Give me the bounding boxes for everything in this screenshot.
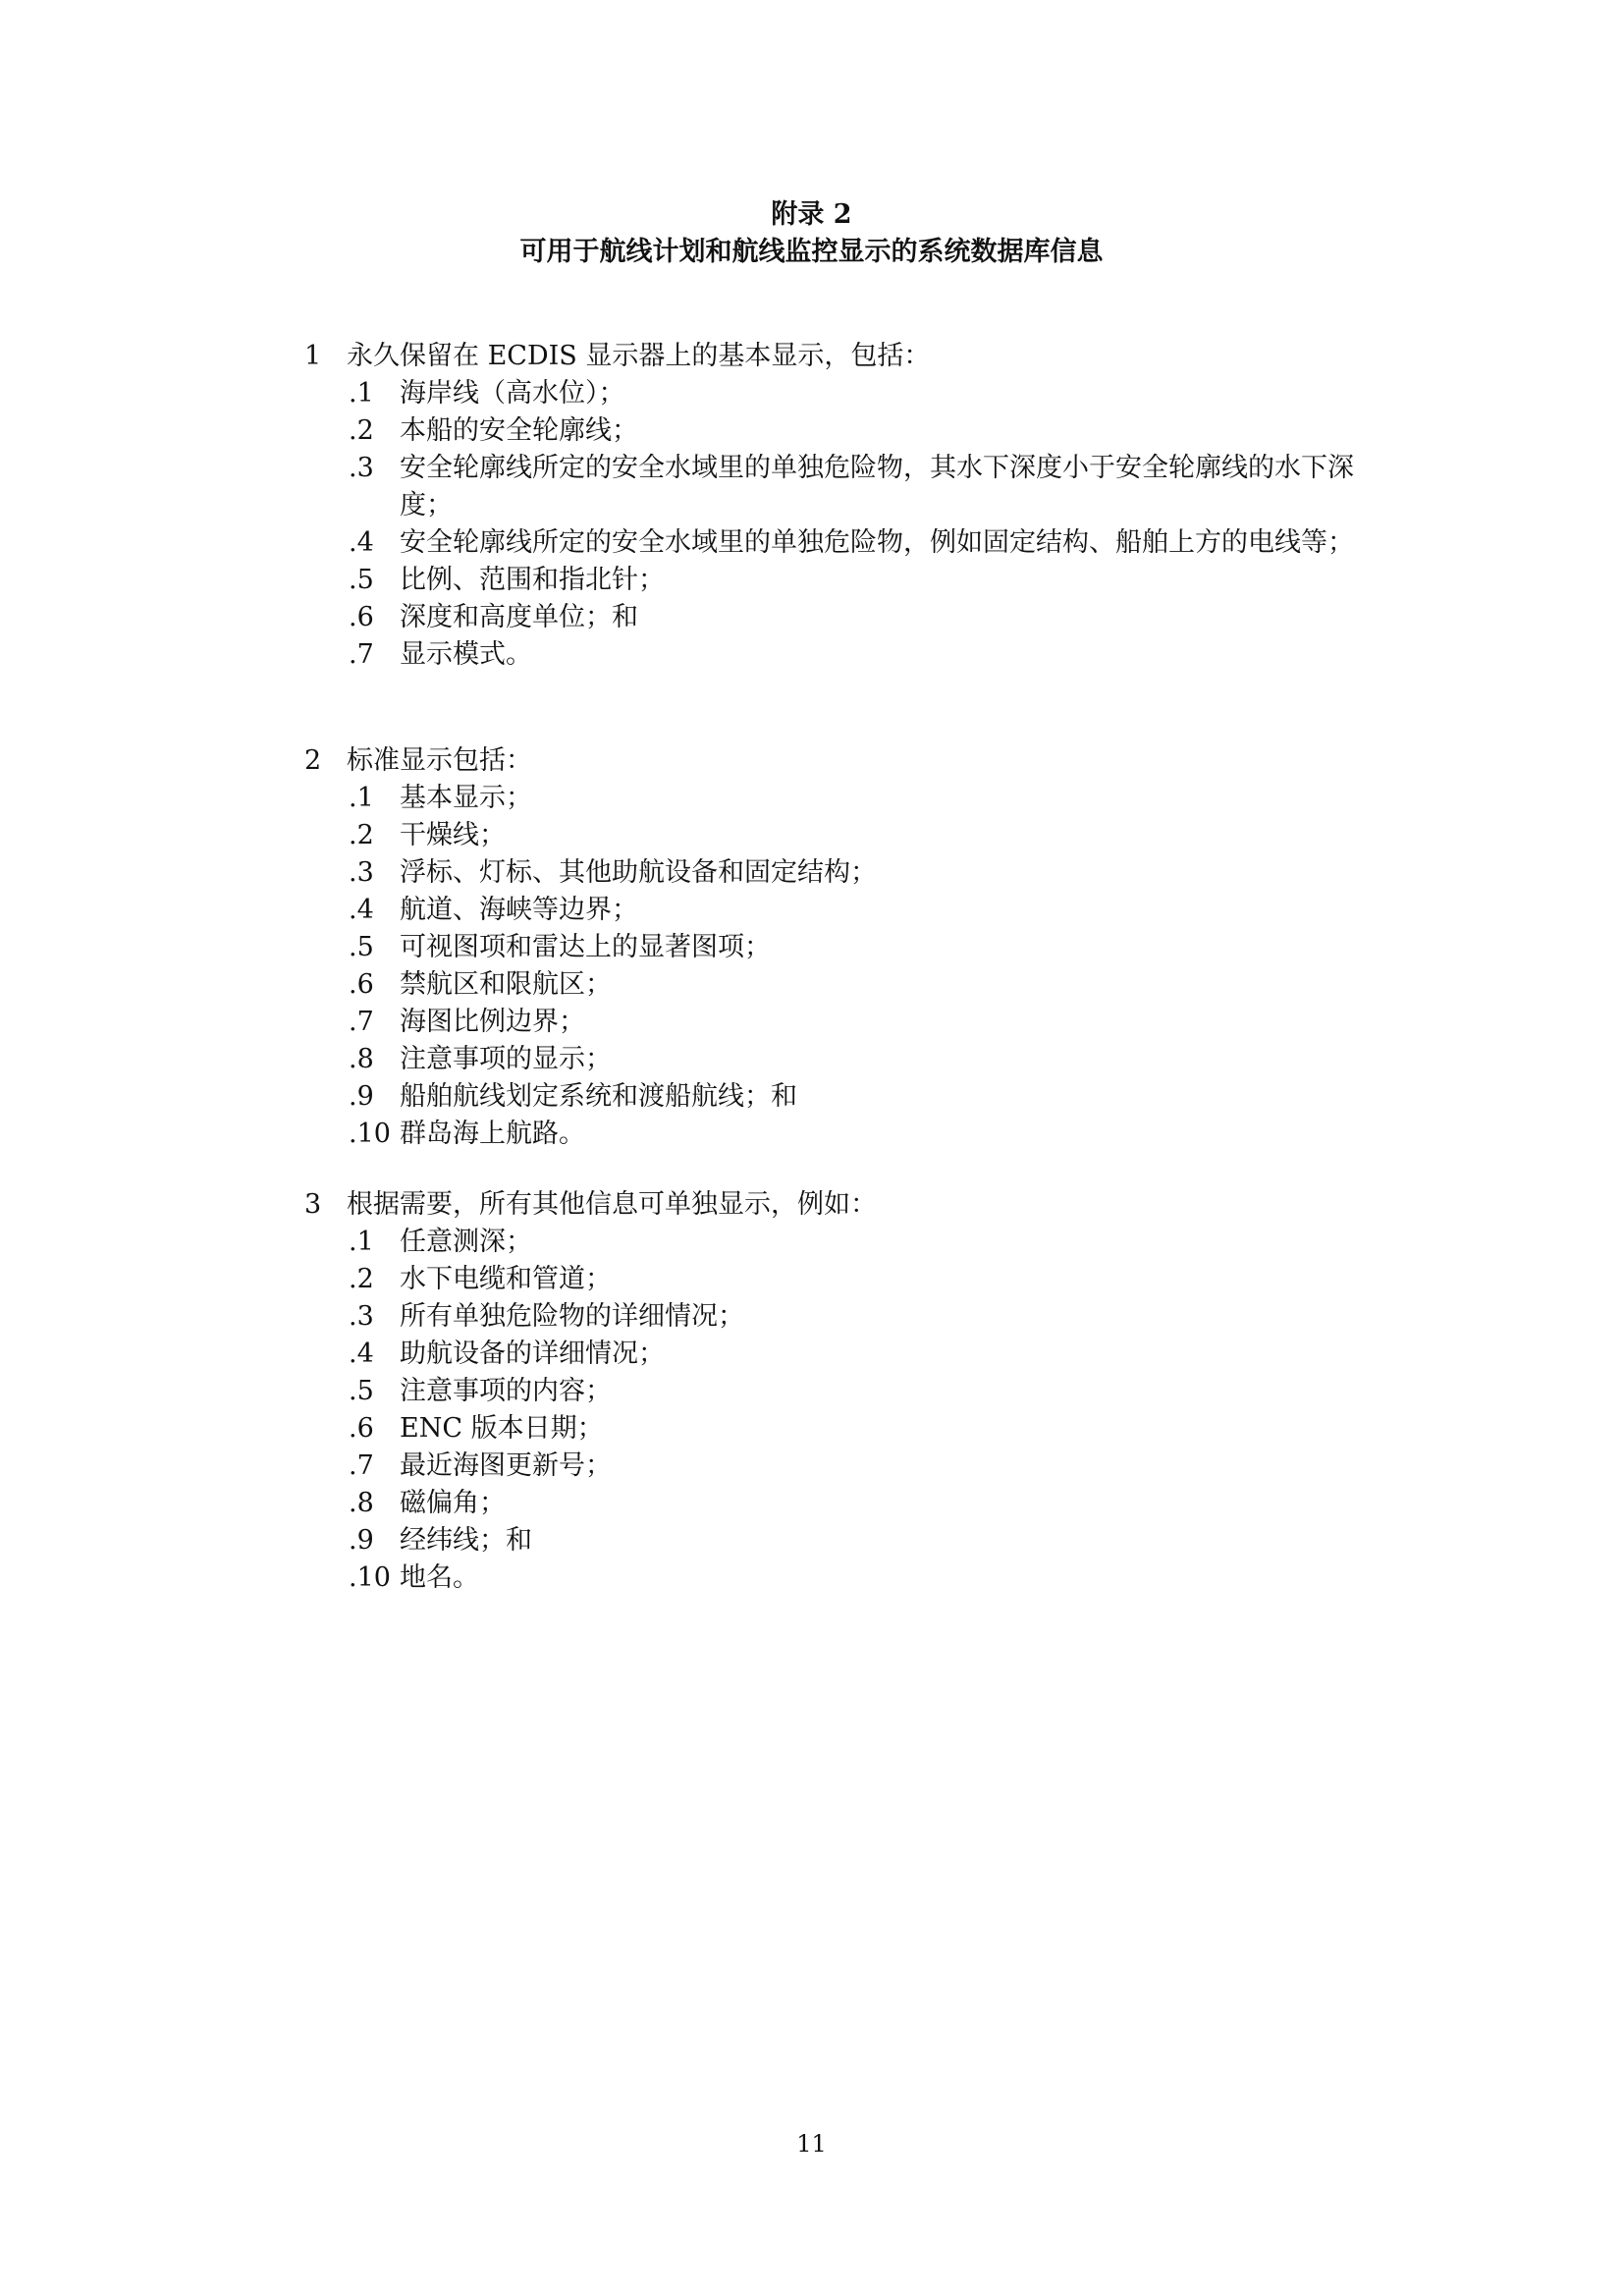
item-number: .3 <box>349 453 374 483</box>
item-number: .10 <box>349 1562 391 1593</box>
item-text: 水下电缆和管道； <box>400 1264 612 1294</box>
item-number: .8 <box>349 1044 374 1074</box>
item-number: .4 <box>349 895 374 925</box>
list-item <box>304 1559 1384 1597</box>
item-number: .8 <box>349 1488 374 1518</box>
item-text: 所有单独危险物的详细情况； <box>400 1301 744 1332</box>
list-item <box>304 1041 1384 1078</box>
list-item <box>304 1261 1384 1298</box>
page-title: 可用于航线计划和航线监控显示的系统数据库信息 <box>519 237 1104 267</box>
item-number: .1 <box>349 378 374 409</box>
item-text: 比例、范围和指北针； <box>400 565 665 595</box>
page-number: 11 <box>796 2130 827 2158</box>
appendix-heading: 附录 2 <box>771 199 852 230</box>
item-text: 显示模式。 <box>400 639 532 670</box>
section-text: 标准显示包括： <box>347 745 532 776</box>
section-text: 根据需要，所有其他信息可单独显示，例如： <box>347 1189 877 1220</box>
item-text: 干燥线； <box>400 820 506 850</box>
item-number: .6 <box>349 602 374 632</box>
item-text: 地名。 <box>400 1562 479 1593</box>
item-text: 本船的安全轮廓线； <box>400 415 638 446</box>
list-item <box>304 1078 1384 1116</box>
section-text: 永久保留在 ECDIS 显示器上的基本显示，包括： <box>347 341 931 371</box>
list-item <box>304 966 1384 1004</box>
list-item <box>304 1298 1384 1336</box>
list-item <box>304 599 1384 636</box>
item-text: ENC 版本日期； <box>400 1413 604 1444</box>
item-number: .7 <box>349 639 374 670</box>
item-text: 深度和高度单位；和 <box>400 602 638 632</box>
list-item <box>304 1116 1384 1153</box>
section-number: 3 <box>304 1189 322 1220</box>
section-3 <box>304 1186 1384 1597</box>
item-number: .5 <box>349 932 374 962</box>
item-text: 注意事项的显示； <box>400 1044 612 1074</box>
item-number: .7 <box>349 1007 374 1037</box>
item-text: 经纬线；和 <box>400 1525 532 1556</box>
list-item <box>304 1004 1384 1041</box>
item-number: .3 <box>349 1301 374 1332</box>
item-text: 海岸线（高水位）； <box>400 378 625 409</box>
item-text: 基本显示； <box>400 783 532 813</box>
item-number: .7 <box>349 1450 374 1481</box>
list-item <box>304 854 1384 892</box>
section-heading <box>304 338 1384 375</box>
list-item <box>304 450 1384 524</box>
item-number: .1 <box>349 783 374 813</box>
list-item <box>304 412 1384 450</box>
item-list <box>304 1224 1384 1597</box>
item-text: 注意事项的内容； <box>400 1376 612 1406</box>
item-number: .10 <box>349 1119 391 1149</box>
section-number: 1 <box>304 341 322 371</box>
item-number: .6 <box>349 969 374 1000</box>
item-number: .4 <box>349 1339 374 1369</box>
item-text: 可视图项和雷达上的显著图项； <box>400 932 771 962</box>
list-item <box>304 929 1384 966</box>
item-text: 船舶航线划定系统和渡船航线；和 <box>400 1081 797 1112</box>
list-item <box>304 524 1384 562</box>
item-list <box>304 780 1384 1153</box>
section-number: 2 <box>304 745 322 776</box>
item-text: 最近海图更新号； <box>400 1450 612 1481</box>
item-number: .9 <box>349 1525 374 1556</box>
list-item <box>304 1373 1384 1410</box>
list-item <box>304 1410 1384 1448</box>
item-number: .4 <box>349 527 374 558</box>
list-item <box>304 1448 1384 1485</box>
section-heading <box>304 1186 1384 1224</box>
section-heading <box>304 742 1384 780</box>
item-text: 助航设备的详细情况； <box>400 1339 665 1369</box>
list-item <box>304 1336 1384 1373</box>
item-text: 航道、海峡等边界； <box>400 895 638 925</box>
list-item <box>304 1224 1384 1261</box>
item-text: 浮标、灯标、其他助航设备和固定结构； <box>400 857 877 888</box>
list-item <box>304 892 1384 929</box>
list-item <box>304 817 1384 854</box>
item-text: 禁航区和限航区； <box>400 969 612 1000</box>
item-text: 安全轮廓线所定的安全水域里的单独危险物，例如固定结构、船舶上方的电线等； <box>400 527 1354 558</box>
item-text: 磁偏角； <box>400 1488 506 1518</box>
list-item <box>304 1522 1384 1559</box>
item-number: .9 <box>349 1081 374 1112</box>
list-item <box>304 636 1384 674</box>
item-number: .3 <box>349 857 374 888</box>
item-number: .5 <box>349 1376 374 1406</box>
list-item <box>304 1485 1384 1522</box>
item-text: 安全轮廓线所定的安全水域里的单独危险物，其水下深度小于安全轮廓线的水下深度； <box>400 453 1354 520</box>
item-list <box>304 375 1384 674</box>
item-number: .5 <box>349 565 374 595</box>
section-2 <box>304 742 1384 1153</box>
item-number: .2 <box>349 415 374 446</box>
item-text: 任意测深； <box>400 1227 532 1257</box>
item-number: .6 <box>349 1413 374 1444</box>
item-text: 海图比例边界； <box>400 1007 585 1037</box>
list-item <box>304 375 1384 412</box>
section-1 <box>304 338 1384 674</box>
list-item <box>304 562 1384 599</box>
item-text: 群岛海上航路。 <box>400 1119 585 1149</box>
item-number: .2 <box>349 1264 374 1294</box>
list-item <box>304 780 1384 817</box>
item-number: .1 <box>349 1227 374 1257</box>
item-number: .2 <box>349 820 374 850</box>
